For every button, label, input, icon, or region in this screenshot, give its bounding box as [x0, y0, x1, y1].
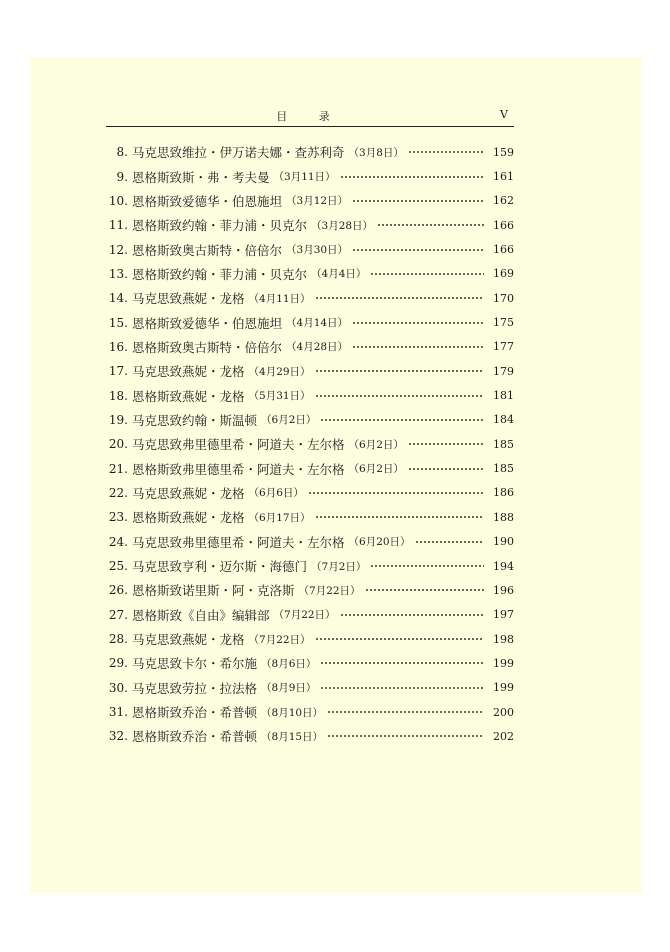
toc-entry-number: 22. [108, 485, 128, 500]
toc-entry-number: 28. [108, 632, 128, 647]
toc-entry-page: 186 [493, 486, 514, 500]
toc-entry-number: 9. [116, 169, 128, 184]
toc-entry-title: 马克思致约翰・斯温顿 [132, 412, 258, 428]
toc-entry-title: 恩格斯致燕妮・龙格 [132, 510, 245, 526]
toc-entry-date: （7月22日） [248, 633, 311, 646]
toc-leader-dots [340, 614, 484, 616]
toc-entry-title: 马克思致燕妮・龙格 [132, 291, 245, 307]
toc-entry-title: 恩格斯致燕妮・龙格 [132, 388, 245, 404]
toc-entry-number: 11. [108, 218, 128, 233]
toc-entry-page: 175 [493, 316, 514, 330]
toc-entry-date: （3月28日） [311, 219, 374, 232]
toc-entry-page: 161 [493, 170, 514, 184]
toc-entry-title: 马克思致弗里德里希・阿道夫・左尔格 [132, 534, 345, 550]
toc-leader-dots [415, 541, 484, 543]
header-page-number: V [500, 108, 508, 121]
toc-entry-date: （3月12日） [286, 195, 349, 208]
toc-entry-page: 200 [493, 705, 514, 719]
toc-leader-dots [327, 711, 484, 713]
toc-entry [106, 359, 514, 383]
toc-entry [106, 262, 514, 286]
toc-entry-date: （6月20日） [348, 536, 411, 549]
toc-entry-date: （6月6日） [248, 487, 304, 500]
toc-leader-dots [352, 249, 484, 251]
toc-entry-page: 166 [493, 243, 514, 257]
toc-entry-date: （4月4日） [311, 268, 367, 281]
toc-entry-number: 13. [108, 266, 128, 281]
toc-entry-title: 马克思致劳拉・拉法格 [132, 680, 258, 696]
toc-entry-title: 恩格斯致约翰・菲力浦・贝克尔 [132, 266, 308, 282]
toc-entry-date: （7月2日） [311, 560, 367, 573]
toc-leader-dots [320, 662, 484, 664]
toc-leader-dots [370, 565, 484, 567]
toc-leader-dots [377, 224, 484, 226]
toc-entry-page: 196 [493, 583, 514, 597]
toc-leader-dots [327, 735, 484, 737]
toc-entry-page: 185 [493, 462, 514, 476]
toc-leader-dots [408, 151, 484, 153]
toc-entry-title: 恩格斯致约翰・菲力浦・贝克尔 [132, 218, 308, 234]
toc-entry-date: （6月17日） [248, 511, 311, 524]
toc-entry-page: 185 [493, 437, 514, 451]
toc-entry [106, 456, 514, 480]
toc-entry-number: 12. [108, 242, 128, 257]
toc-entry-title: 恩格斯致奥古斯特・倍倍尔 [132, 242, 283, 258]
toc-entry-date: （4月14日） [286, 317, 349, 330]
toc-entry [106, 554, 514, 578]
toc-leader-dots [315, 297, 484, 299]
toc-entry-date: （6月2日） [348, 463, 404, 476]
toc-leader-dots [315, 516, 484, 518]
toc-entry-date: （3月30日） [286, 244, 349, 257]
toc-entry-page: 194 [493, 559, 514, 573]
toc-entry-number: 10. [108, 193, 128, 208]
toc-entry-page: 169 [493, 267, 514, 281]
toc-leader-dots [315, 638, 484, 640]
toc-leader-dots [365, 589, 484, 591]
toc-entry [106, 237, 514, 261]
toc-entry [106, 408, 514, 432]
toc-entry-title: 马克思致卡尔・希尔施 [132, 656, 258, 672]
toc-entry [106, 432, 514, 456]
toc-entry-number: 23. [108, 510, 128, 525]
toc-entry-title: 恩格斯致诺里斯・阿・克洛斯 [132, 583, 295, 599]
toc-entry-title: 马克思致燕妮・龙格 [132, 485, 245, 501]
toc-entry-date: （4月11日） [248, 292, 311, 305]
toc-entry-date: （8月15日） [261, 730, 324, 743]
toc-entry [106, 335, 514, 359]
toc-leader-dots [408, 468, 484, 470]
toc-entry-page: 177 [493, 340, 514, 354]
toc-entry-date: （6月2日） [261, 414, 317, 427]
toc-entry-title: 恩格斯致爱德华・伯恩施坦 [132, 193, 283, 209]
toc-entry [106, 651, 514, 675]
toc-entry [106, 481, 514, 505]
toc-entry-title: 恩格斯致乔治・希普顿 [132, 729, 258, 745]
toc-entry-page: 166 [493, 218, 514, 232]
toc-entry-title: 马克思致燕妮・龙格 [132, 364, 245, 380]
toc-leader-dots [308, 492, 484, 494]
toc-entry-page: 162 [493, 194, 514, 208]
toc-entry-title: 马克思致亨利・迈尔斯・海德门 [132, 559, 308, 575]
header-title: 目 录 [276, 110, 344, 123]
toc-leader-dots [370, 273, 484, 275]
toc-leader-dots [315, 370, 484, 372]
toc-entry-title: 恩格斯致弗里德里希・阿道夫・左尔格 [132, 461, 345, 477]
toc-entry-page: 181 [493, 389, 514, 403]
toc-entry-date: （4月28日） [286, 341, 349, 354]
toc-entry-number: 27. [108, 607, 128, 622]
toc-entry-title: 恩格斯致斯・弗・考夫曼 [132, 169, 270, 185]
toc-entry-date: （3月8日） [348, 146, 404, 159]
toc-entry-number: 20. [108, 437, 128, 452]
toc-entry-date: （8月9日） [261, 682, 317, 695]
toc-leader-dots [352, 322, 484, 324]
toc-entry [106, 676, 514, 700]
toc-leader-dots [352, 346, 484, 348]
toc-entry-number: 8. [116, 145, 128, 160]
toc-entry-page: 202 [493, 729, 514, 743]
toc-entry [106, 603, 514, 627]
toc-entry-title: 恩格斯致爱德华・伯恩施坦 [132, 315, 283, 331]
toc-entry-number: 24. [108, 534, 128, 549]
toc-entry-date: （4月29日） [248, 365, 311, 378]
toc-entry-page: 159 [493, 145, 514, 159]
toc-entry-number: 31. [108, 705, 128, 720]
toc-entry-page: 188 [493, 510, 514, 524]
toc-entry-number: 17. [108, 364, 128, 379]
running-header [106, 106, 514, 127]
toc-entry [106, 189, 514, 213]
toc-leader-dots [408, 443, 484, 445]
toc-entry-page: 198 [493, 632, 514, 646]
toc-leader-dots [320, 687, 484, 689]
toc-entry [106, 213, 514, 237]
toc-entry-page: 179 [493, 364, 514, 378]
toc-entry [106, 310, 514, 334]
toc-entry-number: 14. [108, 291, 128, 306]
toc-entry-number: 25. [108, 559, 128, 574]
toc-entry-number: 21. [108, 461, 128, 476]
toc-leader-dots [340, 176, 484, 178]
toc-leader-dots [315, 395, 484, 397]
toc-entry-number: 29. [108, 656, 128, 671]
toc-entry [106, 627, 514, 651]
toc-entry-date: （8月10日） [261, 706, 324, 719]
toc-entry-number: 32. [108, 729, 128, 744]
toc-entry-title: 马克思致维拉・伊万诺夫娜・查苏利奇 [132, 145, 345, 161]
toc-entry-title: 马克思致燕妮・龙格 [132, 632, 245, 648]
toc-entry [106, 530, 514, 554]
toc-entry-date: （7月22日） [273, 609, 336, 622]
toc-entry [106, 140, 514, 164]
toc-leader-dots [352, 200, 484, 202]
toc-entry [106, 578, 514, 602]
table-of-contents [106, 140, 514, 749]
toc-entry-page: 199 [493, 681, 514, 695]
toc-entry [106, 700, 514, 724]
toc-entry-page: 190 [493, 535, 514, 549]
toc-entry-page: 197 [493, 608, 514, 622]
toc-entry [106, 286, 514, 310]
toc-entry [106, 383, 514, 407]
toc-entry-page: 170 [493, 291, 514, 305]
toc-entry-date: （8月6日） [261, 657, 317, 670]
toc-leader-dots [320, 419, 484, 421]
toc-entry-date: （7月22日） [298, 584, 361, 597]
toc-entry-page: 199 [493, 656, 514, 670]
toc-entry-title: 恩格斯致乔治・希普顿 [132, 705, 258, 721]
toc-entry-number: 26. [108, 583, 128, 598]
toc-entry-date: （5月31日） [248, 390, 311, 403]
toc-entry-number: 30. [108, 680, 128, 695]
toc-entry-date: （3月11日） [273, 171, 336, 184]
toc-entry [106, 505, 514, 529]
toc-entry-number: 18. [108, 388, 128, 403]
toc-entry-title: 恩格斯致奥古斯特・倍倍尔 [132, 339, 283, 355]
toc-entry-number: 16. [108, 339, 128, 354]
toc-entry [106, 164, 514, 188]
toc-entry-title: 恩格斯致《自由》编辑部 [132, 607, 270, 623]
toc-entry-date: （6月2日） [348, 438, 404, 451]
toc-entry-number: 19. [108, 412, 128, 427]
toc-entry [106, 724, 514, 748]
toc-entry-page: 184 [493, 413, 514, 427]
toc-entry-number: 15. [108, 315, 128, 330]
toc-entry-title: 马克思致弗里德里希・阿道夫・左尔格 [132, 437, 345, 453]
